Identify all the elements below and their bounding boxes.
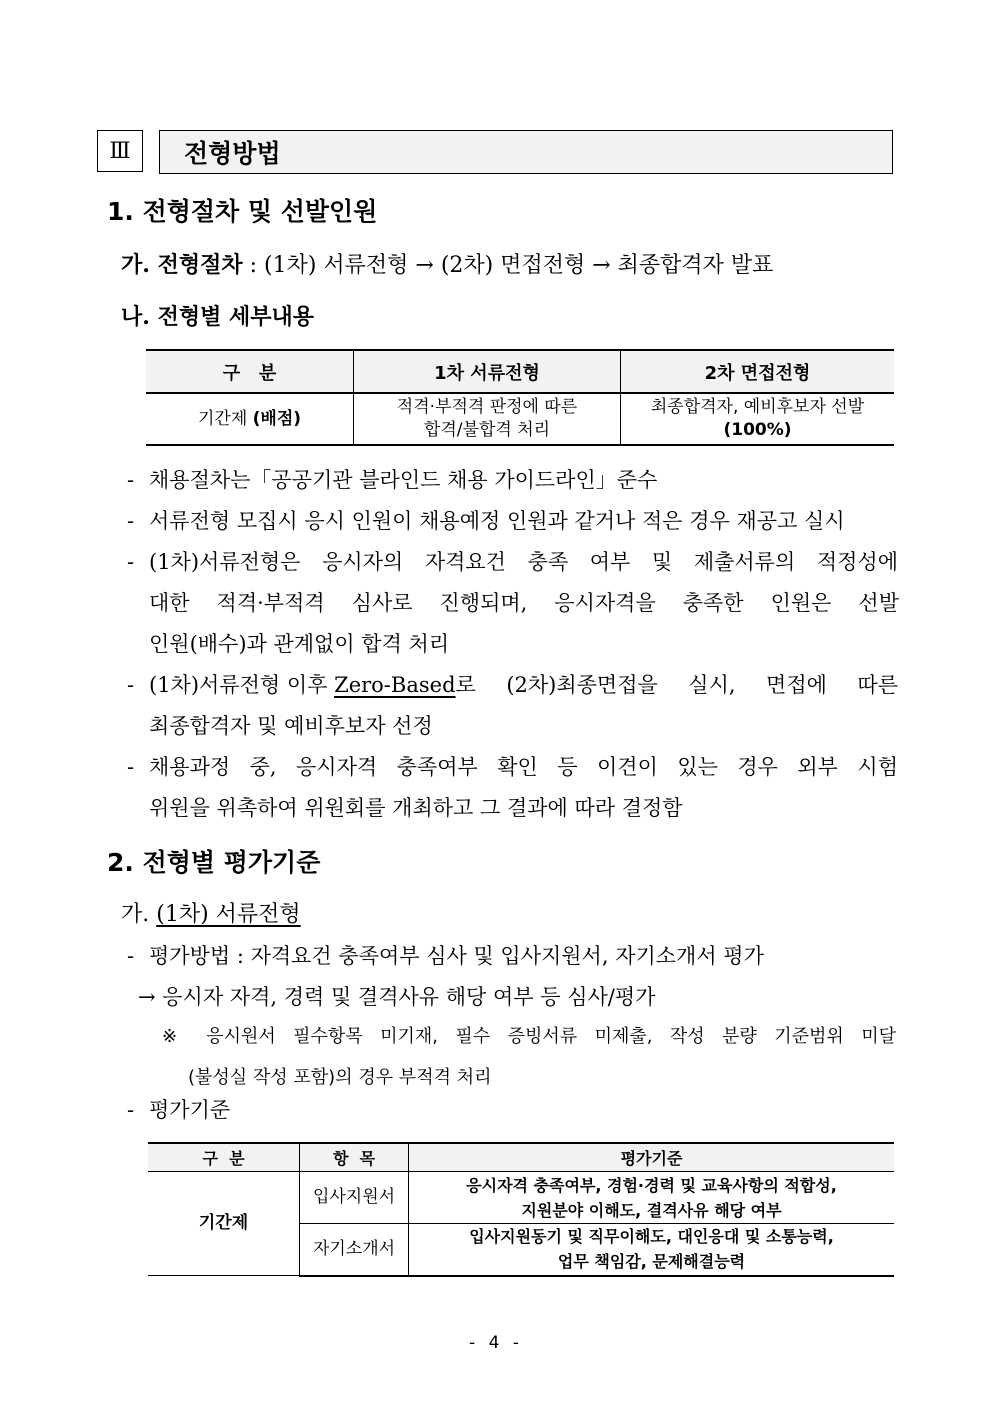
zero-based-post: 로 (2차)최종면접을 실시, 면접에 따른	[455, 673, 898, 697]
header-stage2: 2차 면접전형	[621, 350, 895, 393]
bullet-external-committee-line2: 위원을 위촉하여 위원회를 개최하고 그 결과에 따라 결정함	[149, 796, 683, 820]
page-number: - 4 -	[469, 1333, 523, 1353]
sub-heading-underlined: (1차) 서류전형	[156, 902, 301, 927]
bullet-text-line1: (1차)서류전형은 응시자의 자격요건 충족 여부 및 제출서류의 적정성에	[149, 550, 898, 574]
stage2-line2: (100%)	[723, 420, 792, 440]
procedure-text: : (1차) 서류전형 → (2차) 면접전형 → 최종합격자 발표	[249, 253, 774, 278]
section-number: Ⅲ	[97, 130, 143, 172]
stage-table-header	[146, 350, 894, 393]
procedure-line	[121, 248, 773, 279]
zero-based-underlined: Zero-Based	[334, 673, 456, 697]
section-header	[97, 130, 893, 174]
heading-procedure: 1. 전형절차 및 선발인원	[107, 197, 378, 226]
criteria-row	[148, 1172, 894, 1224]
bullet-text: 평가기준	[149, 1098, 231, 1122]
criteria-table-header	[148, 1143, 894, 1172]
criteria-line2: 지원분야 이해도, 결격사유 해당 여부	[521, 1200, 782, 1220]
item-cell: 입사지원서	[300, 1172, 409, 1224]
bullet-text: 서류전형 모집시 응시 인원이 채용예정 인원과 같거나 적은 경우 재공고 실시	[149, 509, 845, 533]
eval-arrow-line: → 응시자 자격, 경력 및 결격사유 해당 여부 등 심사/평가	[138, 985, 656, 1009]
bullet-text-line1: 채용과정 중, 응시자격 충족여부 확인 등 이견이 있는 경우 외부 시험	[149, 755, 898, 779]
eval-note-line2: (불성실 작성 포함)의 경우 부적격 처리	[188, 1067, 492, 1088]
bullet-criteria: - 평가기준	[127, 1098, 231, 1122]
criteria-cell	[409, 1224, 895, 1276]
header-category: 구 분	[146, 350, 354, 393]
sub-heading-document	[121, 897, 301, 928]
bullet-document-screening-line3: 인원(배수)과 관계없이 합격 처리	[149, 632, 450, 656]
bullet-zero-based-line2: 최종합격자 및 예비후보자 선정	[149, 714, 433, 738]
criteria-table	[148, 1142, 894, 1277]
item-cell: 자기소개서	[300, 1224, 409, 1276]
bullet-re-announcement: - 서류전형 모집시 응시 인원이 채용예정 인원과 같거나 적은 경우 재공고 실시	[127, 509, 845, 533]
bullet-text: 채용절차는「공공기관 블라인드 채용 가이드라인」준수	[149, 468, 658, 492]
stage1-line1: 적격·부적격 판정에 따른	[396, 397, 578, 417]
detail-heading-text: 나. 전형별 세부내용	[121, 304, 314, 330]
criteria-line1: 입사지원동기 및 직무이해도, 대인응대 및 소통능력,	[469, 1227, 834, 1247]
stage1-line2: 합격/불합격 처리	[423, 420, 551, 440]
row-stage1	[354, 393, 621, 445]
sub-heading-prefix: 가.	[121, 902, 157, 927]
header-criteria: 평가기준	[409, 1143, 895, 1172]
eval-note-line1: ※ 응시원서 필수항목 미기재, 필수 증빙서류 미제출, 작성 분량 기준범위 미달	[162, 1026, 896, 1047]
zero-based-pre: (1차)서류전형 이후	[149, 673, 335, 697]
criteria-cell	[409, 1172, 895, 1224]
criteria-line1: 응시자격 충족여부, 경험·경력 및 교육사항의 적합성,	[466, 1175, 837, 1195]
bullet-eval-method: - 평가방법 : 자격요건 충족여부 심사 및 입사지원서, 자기소개서 평가	[127, 944, 764, 968]
bullet-zero-based: - (1차)서류전형 이후 Zero-Based 로 (2차)최종면접을 실시, 면접에 따른	[127, 665, 898, 706]
bullet-document-screening: - (1차)서류전형은 응시자의 자격요건 충족 여부 및 제출서류의 적정성에	[127, 542, 898, 583]
bullet-document-screening-line2: 대한 적격·부적격 심사로 진행되며, 응시자격을 충족한 인원은 선발	[149, 591, 899, 615]
procedure-label: 가. 전형절차	[121, 252, 243, 278]
stage-table	[146, 349, 894, 446]
bullet-text: 평가방법 : 자격요건 충족여부 심사 및 입사지원서, 자기소개서 평가	[149, 944, 764, 968]
stage2-line1: 최종합격자, 예비후보자 선발	[650, 397, 865, 417]
row-type-label: 기간제	[197, 408, 253, 429]
row-type	[146, 393, 354, 445]
criteria-line2: 업무 책임감, 문제해결능력	[557, 1252, 746, 1272]
header-category: 구 분	[148, 1143, 300, 1172]
heading-evaluation: 2. 전형별 평가기준	[107, 848, 321, 877]
header-item: 항 목	[300, 1143, 409, 1172]
stage-table-row	[146, 393, 894, 445]
row-type-score: (배점)	[252, 408, 302, 429]
eval-note	[162, 1019, 896, 1055]
category-cell: 기간제	[148, 1172, 300, 1276]
header-stage1: 1차 서류전형	[354, 350, 621, 393]
bullet-external-committee: - 채용과정 중, 응시자격 충족여부 확인 등 이견이 있는 경우 외부 시험	[127, 747, 898, 788]
row-stage2	[621, 393, 895, 445]
section-title: 전형방법	[159, 130, 893, 174]
detail-heading	[121, 300, 314, 331]
bullet-blind-guideline: - 채용절차는「공공기관 블라인드 채용 가이드라인」준수	[127, 468, 658, 492]
